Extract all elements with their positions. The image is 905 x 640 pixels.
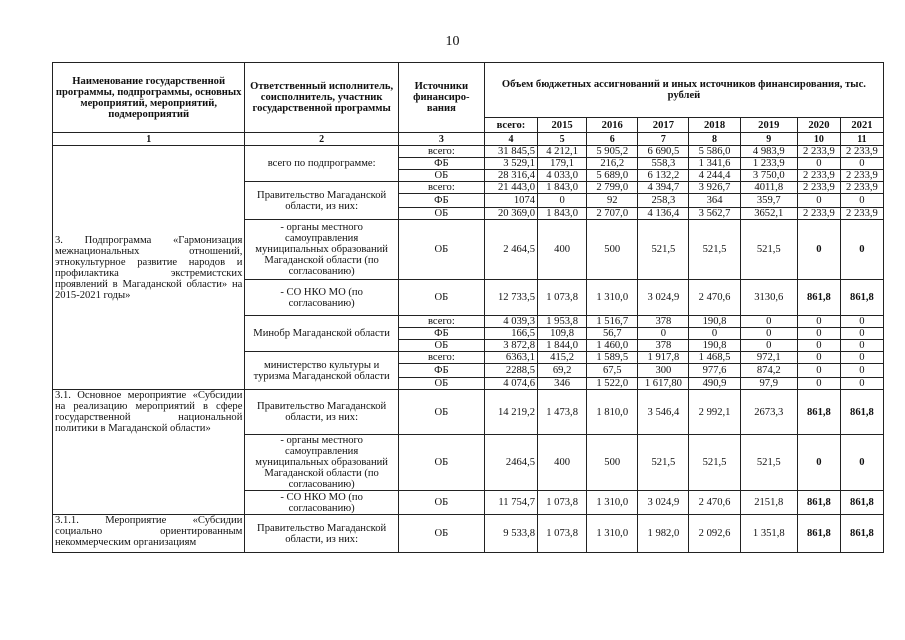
value-cell: 2 233,9	[840, 208, 883, 220]
value-cell: 0	[797, 352, 840, 364]
value-cell: 31 845,5	[484, 146, 537, 158]
source-cell: ОБ	[398, 378, 484, 390]
source-cell: всего:	[398, 182, 484, 194]
value-cell: 11 754,7	[484, 491, 537, 515]
value-cell: 2 464,5	[484, 220, 537, 280]
value-cell: 874,2	[740, 364, 797, 378]
value-cell: 521,5	[689, 435, 740, 491]
column-number: 5	[538, 133, 587, 146]
value-cell: 4 033,0	[538, 170, 587, 182]
value-cell: 1 073,8	[538, 491, 587, 515]
value-cell: 861,8	[797, 491, 840, 515]
value-cell: 190,8	[689, 316, 740, 328]
value-cell: 500	[587, 220, 638, 280]
value-cell: 0	[840, 435, 883, 491]
value-cell: 0	[538, 194, 587, 208]
value-cell: 521,5	[740, 435, 797, 491]
value-cell: 1 468,5	[689, 352, 740, 364]
column-number: 10	[797, 133, 840, 146]
value-cell: 364	[689, 194, 740, 208]
value-cell: 3 750,0	[740, 170, 797, 182]
value-cell: 521,5	[638, 220, 689, 280]
value-cell: 0	[797, 220, 840, 280]
value-cell: 21 443,0	[484, 182, 537, 194]
value-cell: 0	[797, 158, 840, 170]
source-cell: ОБ	[398, 491, 484, 515]
value-cell: 4 212,1	[538, 146, 587, 158]
value-cell: 2673,3	[740, 390, 797, 435]
value-cell: 1 073,8	[538, 515, 587, 553]
section-title: 3.1. Основное мероприятие «Субсидии на реализацию мероприятий в сфере государственной национальной политики в Магаданской области»	[53, 390, 245, 515]
value-cell: 1 617,80	[638, 378, 689, 390]
participant-cell: Правительство Магаданской области, из них:	[245, 515, 399, 553]
value-cell: 558,3	[638, 158, 689, 170]
value-cell: 4 394,7	[638, 182, 689, 194]
value-cell: 1 917,8	[638, 352, 689, 364]
header-volume: Объем бюджетных ассигнований и иных источников финансирования, тыс. рублей	[484, 63, 883, 118]
value-cell: 3 926,7	[689, 182, 740, 194]
value-cell: 28 316,4	[484, 170, 537, 182]
value-cell: 12 733,5	[484, 280, 537, 316]
source-cell: всего:	[398, 316, 484, 328]
value-cell: 6 690,5	[638, 146, 689, 158]
value-cell: 97,9	[740, 378, 797, 390]
participant-cell: Правительство Магаданской области, из них:	[245, 182, 399, 220]
column-number: 9	[740, 133, 797, 146]
value-cell: 2288,5	[484, 364, 537, 378]
value-cell: 5 689,0	[587, 170, 638, 182]
value-cell: 500	[587, 435, 638, 491]
value-cell: 3 024,9	[638, 491, 689, 515]
value-cell: 2 799,0	[587, 182, 638, 194]
value-cell: 0	[638, 328, 689, 340]
value-cell: 0	[797, 340, 840, 352]
value-cell: 0	[840, 340, 883, 352]
value-cell: 179,1	[538, 158, 587, 170]
value-cell: 109,8	[538, 328, 587, 340]
header-year: 2015	[538, 118, 587, 133]
value-cell: 4 983,9	[740, 146, 797, 158]
column-number: 3	[398, 133, 484, 146]
participant-cell: министерство культуры и туризма Магаданской области	[245, 352, 399, 390]
value-cell: 0	[689, 328, 740, 340]
source-cell: ФБ	[398, 328, 484, 340]
header-responsible: Ответственный исполнитель, соисполнитель, участник государственной программы	[245, 63, 399, 133]
participant-cell: - СО НКО МО (по согласованию)	[245, 280, 399, 316]
value-cell: 9 533,8	[484, 515, 537, 553]
value-cell: 0	[797, 435, 840, 491]
value-cell: 4011,8	[740, 182, 797, 194]
value-cell: 490,9	[689, 378, 740, 390]
value-cell: 1 953,8	[538, 316, 587, 328]
value-cell: 3 562,7	[689, 208, 740, 220]
value-cell: 0	[840, 364, 883, 378]
value-cell: 0	[797, 194, 840, 208]
value-cell: 1 460,0	[587, 340, 638, 352]
column-number: 2	[245, 133, 399, 146]
header-year: 2021	[840, 118, 883, 133]
value-cell: 1 516,7	[587, 316, 638, 328]
value-cell: 400	[538, 435, 587, 491]
value-cell: 2464,5	[484, 435, 537, 491]
value-cell: 1 351,8	[740, 515, 797, 553]
column-number: 11	[840, 133, 883, 146]
value-cell: 67,5	[587, 364, 638, 378]
value-cell: 0	[840, 328, 883, 340]
value-cell: 0	[740, 316, 797, 328]
value-cell: 5 905,2	[587, 146, 638, 158]
source-cell: ОБ	[398, 435, 484, 491]
value-cell: 258,3	[638, 194, 689, 208]
source-cell: ОБ	[398, 515, 484, 553]
budget-table	[52, 62, 884, 553]
value-cell: 0	[797, 328, 840, 340]
value-cell: 861,8	[840, 515, 883, 553]
value-cell: 521,5	[740, 220, 797, 280]
value-cell: 14 219,2	[484, 390, 537, 435]
value-cell: 2 233,9	[840, 170, 883, 182]
value-cell: 977,6	[689, 364, 740, 378]
value-cell: 3 024,9	[638, 280, 689, 316]
source-cell: ФБ	[398, 364, 484, 378]
value-cell: 861,8	[797, 280, 840, 316]
value-cell: 2 233,9	[797, 182, 840, 194]
value-cell: 2151,8	[740, 491, 797, 515]
value-cell: 1 233,9	[740, 158, 797, 170]
value-cell: 3130,6	[740, 280, 797, 316]
header-year: 2020	[797, 118, 840, 133]
value-cell: 1 310,0	[587, 280, 638, 316]
source-cell: ОБ	[398, 220, 484, 280]
value-cell: 861,8	[840, 390, 883, 435]
value-cell: 0	[797, 364, 840, 378]
value-cell: 521,5	[689, 220, 740, 280]
participant-cell: Минобр Магаданской области	[245, 316, 399, 352]
value-cell: 6 132,2	[638, 170, 689, 182]
source-cell: ФБ	[398, 194, 484, 208]
value-cell: 972,1	[740, 352, 797, 364]
value-cell: 190,8	[689, 340, 740, 352]
value-cell: 3 529,1	[484, 158, 537, 170]
value-cell: 0	[740, 328, 797, 340]
column-number: 6	[587, 133, 638, 146]
value-cell: 92	[587, 194, 638, 208]
column-number: 1	[53, 133, 245, 146]
source-cell: всего:	[398, 352, 484, 364]
header-source: Источники финансиро-вания	[398, 63, 484, 133]
section-title: 3. Подпрограмма «Гармонизация межнациональных отношений, этнокультурное развитие народов и профилактика экстремистских проявлений в Магаданской области» на 2015-2021 годы»	[53, 146, 245, 390]
value-cell: 1 843,0	[538, 182, 587, 194]
value-cell: 2 707,0	[587, 208, 638, 220]
value-cell: 166,5	[484, 328, 537, 340]
value-cell: 216,2	[587, 158, 638, 170]
source-cell: ФБ	[398, 158, 484, 170]
source-cell: ОБ	[398, 170, 484, 182]
value-cell: 521,5	[638, 435, 689, 491]
value-cell: 6363,1	[484, 352, 537, 364]
value-cell: 0	[797, 378, 840, 390]
value-cell: 861,8	[840, 280, 883, 316]
source-cell: ОБ	[398, 340, 484, 352]
participant-cell: - СО НКО МО (по согласованию)	[245, 491, 399, 515]
header-year: 2016	[587, 118, 638, 133]
source-cell: ОБ	[398, 280, 484, 316]
value-cell: 2 233,9	[797, 208, 840, 220]
value-cell: 4 074,6	[484, 378, 537, 390]
value-cell: 5 586,0	[689, 146, 740, 158]
value-cell: 1 589,5	[587, 352, 638, 364]
value-cell: 2 992,1	[689, 390, 740, 435]
value-cell: 1 310,0	[587, 491, 638, 515]
value-cell: 2 233,9	[840, 182, 883, 194]
participant-cell: - органы местного самоуправления муниципальных образований Магаданской области (по согласованию)	[245, 435, 399, 491]
value-cell: 359,7	[740, 194, 797, 208]
value-cell: 300	[638, 364, 689, 378]
column-number: 7	[638, 133, 689, 146]
value-cell: 400	[538, 220, 587, 280]
value-cell: 4 244,4	[689, 170, 740, 182]
value-cell: 3 872,8	[484, 340, 537, 352]
value-cell: 1 982,0	[638, 515, 689, 553]
value-cell: 4 136,4	[638, 208, 689, 220]
column-number: 4	[484, 133, 537, 146]
value-cell: 2 233,9	[840, 146, 883, 158]
value-cell: 861,8	[797, 390, 840, 435]
value-cell: 20 369,0	[484, 208, 537, 220]
value-cell: 1 810,0	[587, 390, 638, 435]
value-cell: 1 310,0	[587, 515, 638, 553]
table-row	[53, 515, 884, 553]
value-cell: 1 522,0	[587, 378, 638, 390]
value-cell: 0	[840, 316, 883, 328]
value-cell: 378	[638, 340, 689, 352]
value-cell: 69,2	[538, 364, 587, 378]
column-number: 8	[689, 133, 740, 146]
value-cell: 861,8	[797, 515, 840, 553]
header-year: 2018	[689, 118, 740, 133]
value-cell: 56,7	[587, 328, 638, 340]
value-cell: 1074	[484, 194, 537, 208]
participant-cell: - органы местного самоуправления муниципальных образований Магаданской области (по согласованию)	[245, 220, 399, 280]
source-cell: ОБ	[398, 390, 484, 435]
source-cell: всего:	[398, 146, 484, 158]
value-cell: 1 073,8	[538, 280, 587, 316]
value-cell: 0	[797, 316, 840, 328]
value-cell: 4 039,3	[484, 316, 537, 328]
participant-cell: Правительство Магаданской области, из них:	[245, 390, 399, 435]
value-cell: 2 233,9	[797, 170, 840, 182]
value-cell: 0	[840, 220, 883, 280]
header-year: 2017	[638, 118, 689, 133]
source-cell: ОБ	[398, 208, 484, 220]
value-cell: 0	[740, 340, 797, 352]
header-year: всего:	[484, 118, 537, 133]
value-cell: 2 233,9	[797, 146, 840, 158]
table-row	[53, 390, 884, 435]
value-cell: 0	[840, 378, 883, 390]
value-cell: 2 470,6	[689, 280, 740, 316]
section-title: 3.1.1. Мероприятие «Субсидии социально ориентированным некоммерческим организациям	[53, 515, 245, 553]
participant-cell: всего по подпрограмме:	[245, 146, 399, 182]
value-cell: 0	[840, 158, 883, 170]
value-cell: 1 473,8	[538, 390, 587, 435]
value-cell: 1 843,0	[538, 208, 587, 220]
value-cell: 378	[638, 316, 689, 328]
value-cell: 0	[840, 194, 883, 208]
table-row	[53, 146, 884, 158]
value-cell: 2 470,6	[689, 491, 740, 515]
value-cell: 2 092,6	[689, 515, 740, 553]
header-year: 2019	[740, 118, 797, 133]
value-cell: 0	[840, 352, 883, 364]
value-cell: 3652,1	[740, 208, 797, 220]
value-cell: 861,8	[840, 491, 883, 515]
page-number: 10	[445, 34, 460, 49]
value-cell: 1 341,6	[689, 158, 740, 170]
value-cell: 346	[538, 378, 587, 390]
value-cell: 415,2	[538, 352, 587, 364]
value-cell: 1 844,0	[538, 340, 587, 352]
value-cell: 3 546,4	[638, 390, 689, 435]
header-name: Наименование государственной программы, подпрограммы, основных мероприятий, мероприятий, подмероприятий	[53, 63, 245, 133]
